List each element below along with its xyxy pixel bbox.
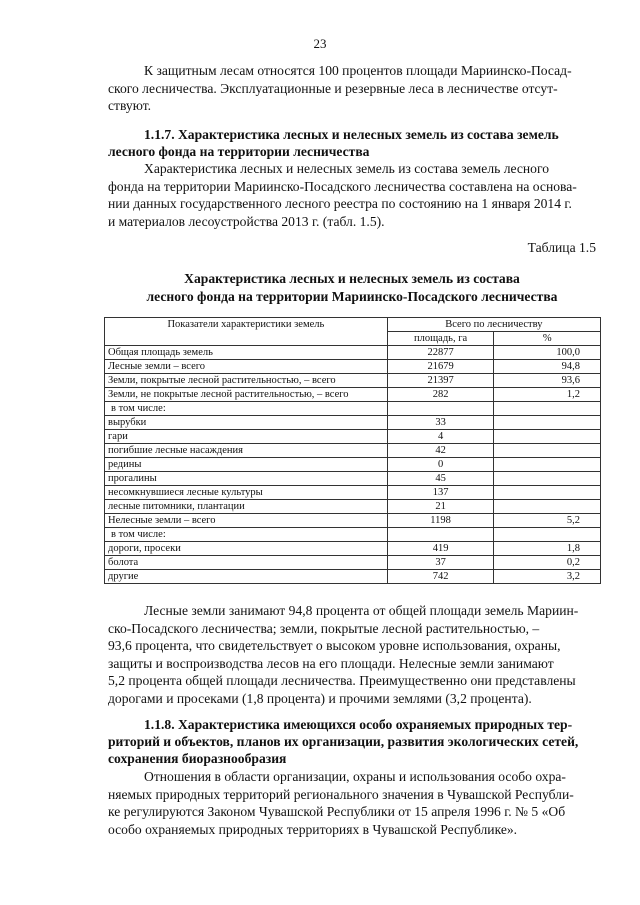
heading-line: 1.1.7. Характеристика лесных и нелесных земель из состава земель [144, 127, 559, 142]
table-body [105, 346, 601, 584]
table-row [105, 458, 601, 472]
row-label: Общая площадь земель [105, 346, 388, 360]
heading-line: риторий и объектов, планов их организации, развития экологических сетей, [108, 734, 579, 749]
text-line: 93,6 процента, что свидетельствует о высоком уровне использования, охраны, [108, 638, 561, 653]
row-area: 22877 [387, 346, 494, 360]
row-area: 1198 [387, 514, 494, 528]
row-area: 742 [387, 570, 494, 584]
table-row [105, 402, 601, 416]
row-percent [494, 430, 601, 444]
table-row [105, 556, 601, 570]
row-percent: 1,2 [494, 388, 601, 402]
text-line: Характеристика лесных и нелесных земель из состава земель лесного [144, 161, 549, 176]
row-area: 21397 [387, 374, 494, 388]
row-area: 37 [387, 556, 494, 570]
column-header-percent: % [494, 332, 601, 346]
page-number: 23 [313, 36, 327, 51]
table-row [105, 514, 601, 528]
table-row [105, 472, 601, 486]
row-percent [494, 486, 601, 500]
text-line: ствуют. [108, 98, 152, 113]
row-percent: 0,2 [494, 556, 601, 570]
row-label: прогалины [105, 472, 388, 486]
text-line: защиты и воспроизводства лесов на его площади. Нелесные земли занимают [108, 655, 554, 671]
row-percent [494, 500, 601, 514]
row-percent: 94,8 [494, 360, 601, 374]
text-line: ско-Посадского лесничества; земли, покрытые лесной растительностью, – [108, 620, 540, 636]
section-117-paragraph [108, 160, 596, 230]
table-row [105, 444, 601, 458]
heading-line: лесного фонда на территории лесничества [108, 144, 370, 159]
table-row [105, 388, 601, 402]
row-percent: 3,2 [494, 570, 601, 584]
heading-line: 1.1.8. Характеристика имеющихся особо охраняемых природных тер- [144, 717, 573, 732]
land-characteristics-table [104, 317, 601, 584]
row-label: в том числе: [105, 402, 388, 416]
row-label: Лесные земли – всего [105, 360, 388, 374]
row-area [387, 402, 494, 416]
row-label: Земли, не покрытые лесной растительностью, – всего [105, 388, 388, 402]
column-header-area: площадь, га [387, 332, 494, 346]
table-row [105, 500, 601, 514]
row-area: 45 [387, 472, 494, 486]
table-title-line: лесного фонда на территории Мариинско-Посадского лесничества [146, 289, 558, 304]
row-label: дороги, просеки [105, 542, 388, 556]
table-row [105, 346, 601, 360]
row-label: лесные питомники, плантации [105, 500, 388, 514]
row-label: редины [105, 458, 388, 472]
text-line: особо охраняемых природных территориях в Чувашской Республике». [108, 821, 518, 837]
row-area: 21 [387, 500, 494, 514]
text-line: дорогами и просеками (1,8 процента) и прочими землями (3,2 процента). [108, 690, 532, 706]
row-area: 282 [387, 388, 494, 402]
after-table-paragraph [108, 602, 596, 707]
row-percent: 100,0 [494, 346, 601, 360]
row-label: несомкнувшиеся лесные культуры [105, 486, 388, 500]
row-percent: 5,2 [494, 514, 601, 528]
row-percent: 1,8 [494, 542, 601, 556]
text-line: нии данных государственного лесного реестра по состоянию на 1 января 2014 г. [108, 196, 572, 211]
table-row [105, 430, 601, 444]
section-117-heading [108, 126, 596, 160]
section-118-paragraph [108, 768, 596, 838]
table-row [105, 374, 601, 388]
row-label: болота [105, 556, 388, 570]
text-line: и материалов лесоустройства 2013 г. (табл. 1.5). [108, 213, 385, 229]
row-percent [494, 416, 601, 430]
table-row [105, 486, 601, 500]
row-label: Нелесные земли – всего [105, 514, 388, 528]
intro-paragraph [108, 62, 596, 115]
table-row [105, 416, 601, 430]
table-row [105, 570, 601, 584]
row-percent [494, 402, 601, 416]
row-label: погибшие лесные насаждения [105, 444, 388, 458]
column-header-group: Всего по лесничеству [387, 318, 600, 332]
row-area: 33 [387, 416, 494, 430]
text-line: Лесные земли занимают 94,8 процента от общей площади земель Мариин- [144, 603, 579, 618]
row-label: гари [105, 430, 388, 444]
table-row [105, 528, 601, 542]
row-label: другие [105, 570, 388, 584]
text-line: ского лесничества. Эксплуатационные и резервные леса в лесничестве отсут- [108, 80, 558, 96]
text-line: К защитным лесам относятся 100 процентов площади Мариинско-Посад- [144, 63, 572, 78]
row-area: 137 [387, 486, 494, 500]
row-percent [494, 472, 601, 486]
column-header-indicators: Показатели характеристики земель [105, 318, 388, 346]
row-percent: 93,6 [494, 374, 601, 388]
row-area: 419 [387, 542, 494, 556]
row-percent [494, 528, 601, 542]
row-area: 42 [387, 444, 494, 458]
row-area [387, 528, 494, 542]
text-line: ке регулируются Законом Чувашской Республики от 15 апреля 1996 г. № 5 «Об [108, 804, 566, 819]
table-number-label: Таблица 1.5 [527, 240, 596, 255]
row-area: 4 [387, 430, 494, 444]
row-area: 0 [387, 458, 494, 472]
row-label: вырубки [105, 416, 388, 430]
text-line: фонда на территории Мариинско-Посадского лесничества составлена на основа- [108, 178, 577, 194]
heading-line: сохранения биоразнообразия [108, 751, 287, 766]
table-title [108, 270, 596, 306]
text-line: няемых природных территорий регионального значения в Чувашской Республи- [108, 786, 574, 802]
table-row [105, 542, 601, 556]
text-line: 5,2 процента общей площади лесничества. Преимущественно они представлены [108, 673, 576, 688]
row-percent [494, 444, 601, 458]
row-label: в том числе: [105, 528, 388, 542]
text-line: Отношения в области организации, охраны и использования особо охра- [144, 769, 566, 784]
row-percent [494, 458, 601, 472]
table-row [105, 360, 601, 374]
row-area: 21679 [387, 360, 494, 374]
table-title-line: Характеристика лесных и нелесных земель из состава [184, 271, 520, 286]
row-label: Земли, покрытые лесной растительностью, – всего [105, 374, 388, 388]
section-118-heading [108, 716, 596, 767]
